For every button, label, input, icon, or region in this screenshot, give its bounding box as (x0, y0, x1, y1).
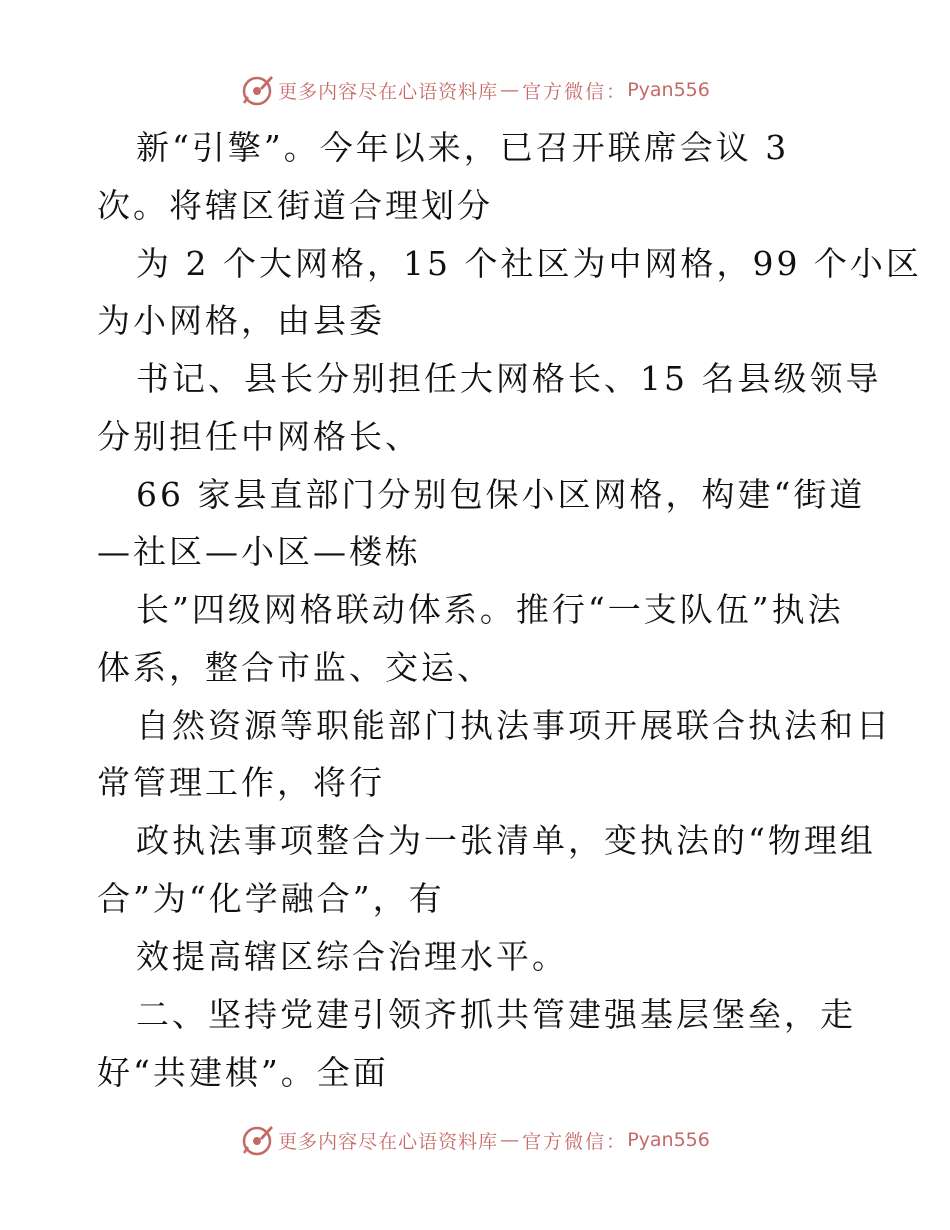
body-line-10: 体系，整合市监、交运、 (97, 648, 493, 687)
watermark-separator: — (500, 1129, 521, 1151)
body-line-7: 66 家县直部门分别包保小区网格，构建“街道 (136, 475, 866, 514)
body-line-8: —社区—小区—楼栋 (97, 532, 421, 571)
body-line-9: 长”四级网格联动体系。推行“一支队伍”执法 (136, 590, 844, 629)
body-line-12: 常管理工作，将行 (97, 763, 385, 802)
watermark-separator: — (500, 79, 521, 101)
body-line-11: 自然资源等职能部门执法事项开展联合执法和日 (136, 706, 892, 745)
quill-pen-logo-icon (240, 73, 274, 107)
watermark-wechat-label: 官方微信： (522, 1130, 628, 1153)
body-line-15: 效提高辖区综合治理水平。 (136, 937, 568, 976)
body-line-1: 新“引擎”。今年以来，已召开联席会议 3 (136, 128, 790, 167)
watermark-wechat-id: Pyan556 (627, 1129, 710, 1151)
body-line-13: 政执法事项整合为一张清单，变执法的“物理组 (136, 821, 876, 860)
body-line-5: 书记、县长分别担任大网格长、15 名县级领导 (136, 359, 882, 398)
body-line-17: 好“共建棋”。全面 (97, 1053, 389, 1092)
body-line-2: 次。将辖区街道合理划分 (97, 186, 493, 225)
body-line-6: 分别担任中网格长、 (97, 417, 421, 456)
watermark-header (0, 70, 950, 110)
body-line-3: 为 2 个大网格，15 个社区为中网格，99 个小区 (136, 244, 922, 283)
body-line-4: 为小网格，由县委 (97, 301, 385, 340)
watermark-wechat-label: 官方微信： (522, 80, 628, 103)
watermark-brand-text: 更多内容尽在心语资料库 (278, 1130, 499, 1153)
watermark-wechat-id: Pyan556 (627, 79, 710, 101)
body-line-16: 二、坚持党建引领齐抓共管建强基层堡垒，走 (136, 995, 856, 1034)
quill-pen-logo-icon (240, 1123, 274, 1157)
body-line-14: 合”为“化学融合”，有 (97, 879, 445, 918)
watermark-brand-text: 更多内容尽在心语资料库 (278, 80, 499, 103)
watermark-footer (0, 1120, 950, 1160)
